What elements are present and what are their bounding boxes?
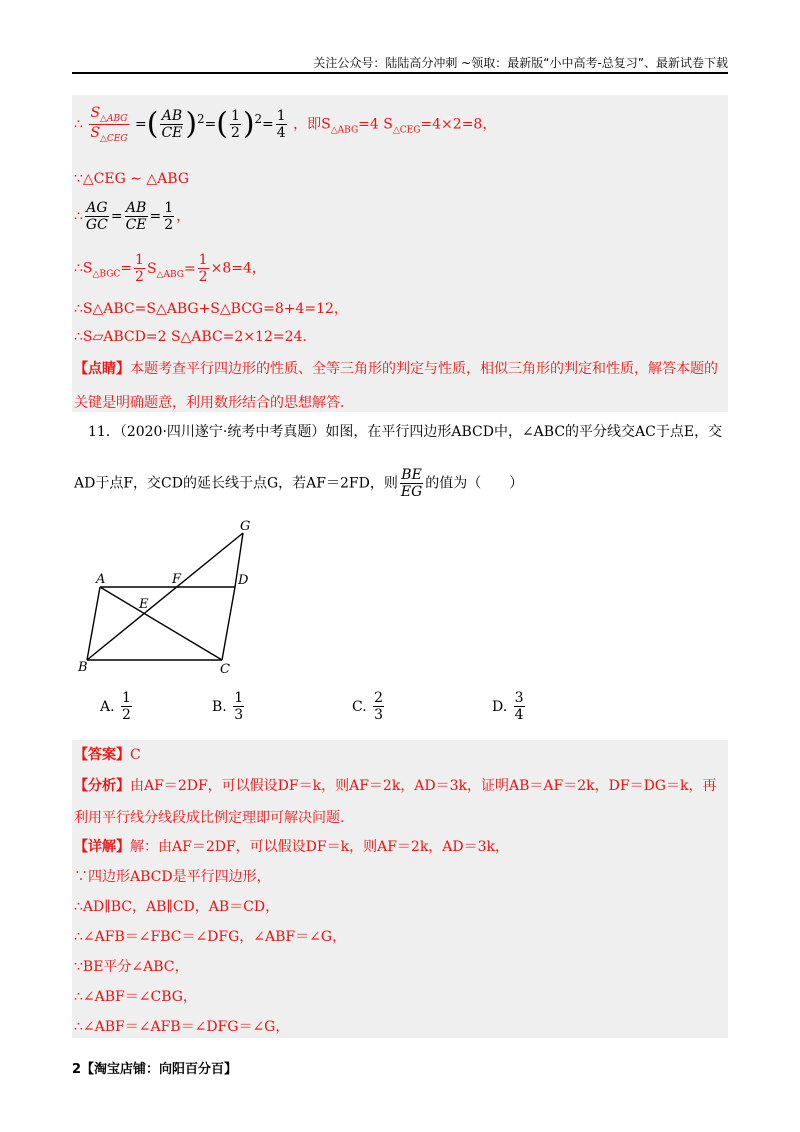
analysis-paragraph: 【分析】由AF＝2DF，可以假设DF＝k，则AF＝2k，AD＝3k，证明AB＝AF＝2k，DF＝DG＝k，再利用平行线分线段成比例定理即可解决问题. [74, 778, 717, 826]
solution-line-3: ∴ $\frac{AG}{GC}$ = $\frac{AB}{CE}$ = $\frac{1}{2}$ ， [74, 200, 191, 234]
label-E: E [139, 597, 149, 612]
page-header: 关注公众号：陆陆高分冲刺 ~领取：最新版“小中高考-总复习”、最新试卷下载 [313, 56, 728, 70]
detail-line-1: 【详解】解：由AF＝2DF，可以假设DF＝k，则AF＝2k，AD＝3k， [74, 839, 510, 855]
option-b: B. $\frac{1}{3}$ [212, 690, 244, 724]
label-F: F [172, 572, 182, 587]
label-A: A [96, 572, 106, 587]
option-d: D. $\frac{3}{4}$ [492, 690, 524, 724]
comment-tag: 【点睛】 [74, 361, 130, 377]
page-number: 2 [72, 1062, 82, 1077]
header-rule [72, 72, 728, 74]
detail-line-3: ∴AD∥BC，AB∥CD，AB＝CD， [74, 899, 280, 915]
solution-line-2: ∵△CEG ∼ △ABG [74, 171, 190, 187]
label-D: D [238, 573, 249, 588]
solution-line-1: ∴ $\frac{S_{\triangle ABG}}{S_{\triangle CEG}}$ =( $\frac{AB}{CE}$ )$^2$=( $\frac{1}{2}$ )$^2$= $\frac{1}{4}$ ，即$S_{\triangle ABG}=4$ $S_{\triangle CEG}=4\times 2=8$， [74, 105, 497, 144]
parallelogram-figure [72, 515, 292, 689]
detail-line-6: ∴∠ABF＝∠CBG， [74, 989, 197, 1005]
label-B: B [78, 660, 88, 675]
label-G: G [240, 519, 251, 534]
answer-line: 【答案】C [74, 747, 141, 763]
detail-line-5: ∵BE平分∠ABC， [74, 959, 189, 975]
label-C: C [220, 662, 230, 677]
solution-line-5: ∴S△ABC=S△ABG+S△BCG=8+4=12， [74, 301, 348, 317]
option-c: C. $\frac{2}{3}$ [352, 690, 384, 724]
page-footer: 2【淘宝店铺：向阳百分百】 [72, 1062, 238, 1077]
detail-line-7: ∴∠ABF＝∠AFB＝∠DFG＝∠G， [74, 1019, 290, 1035]
solution-line-4: $\therefore S_{\triangle BGC}=$ $\frac{1}{2}$ $S_{\triangle ABG}=$ $\frac{1}{2}$ ×8=4， [74, 252, 266, 286]
detail-line-2: ∵四边形ABCD是平行四边形， [74, 869, 271, 885]
comment-paragraph: 【点睛】本题考查平行四边形的性质、全等三角形的判定与性质，相似三角形的判定和性质，解答本题的关键是明确题意，利用数形结合的思想解答． [74, 361, 718, 411]
detail-line-4: ∴∠AFB＝∠FBC＝∠DFG，∠ABF＝∠G， [74, 929, 347, 945]
option-a: A. $\frac{1}{2}$ [100, 690, 131, 724]
question-11-line-2: AD于点F，交CD的延长线于点G，若AF＝2FD，则 $\frac{BE}{EG}$ 的值为（ ） [74, 467, 524, 501]
question-11-line-1: 11．（2020·四川遂宁·统考中考真题）如图，在平行四边形ABCD中，∠ABC的平分线交AC于点E，交 [88, 424, 723, 440]
solution-line-6: ∴S▱ABCD=2 S△ABC=2×12=24． [74, 329, 317, 345]
